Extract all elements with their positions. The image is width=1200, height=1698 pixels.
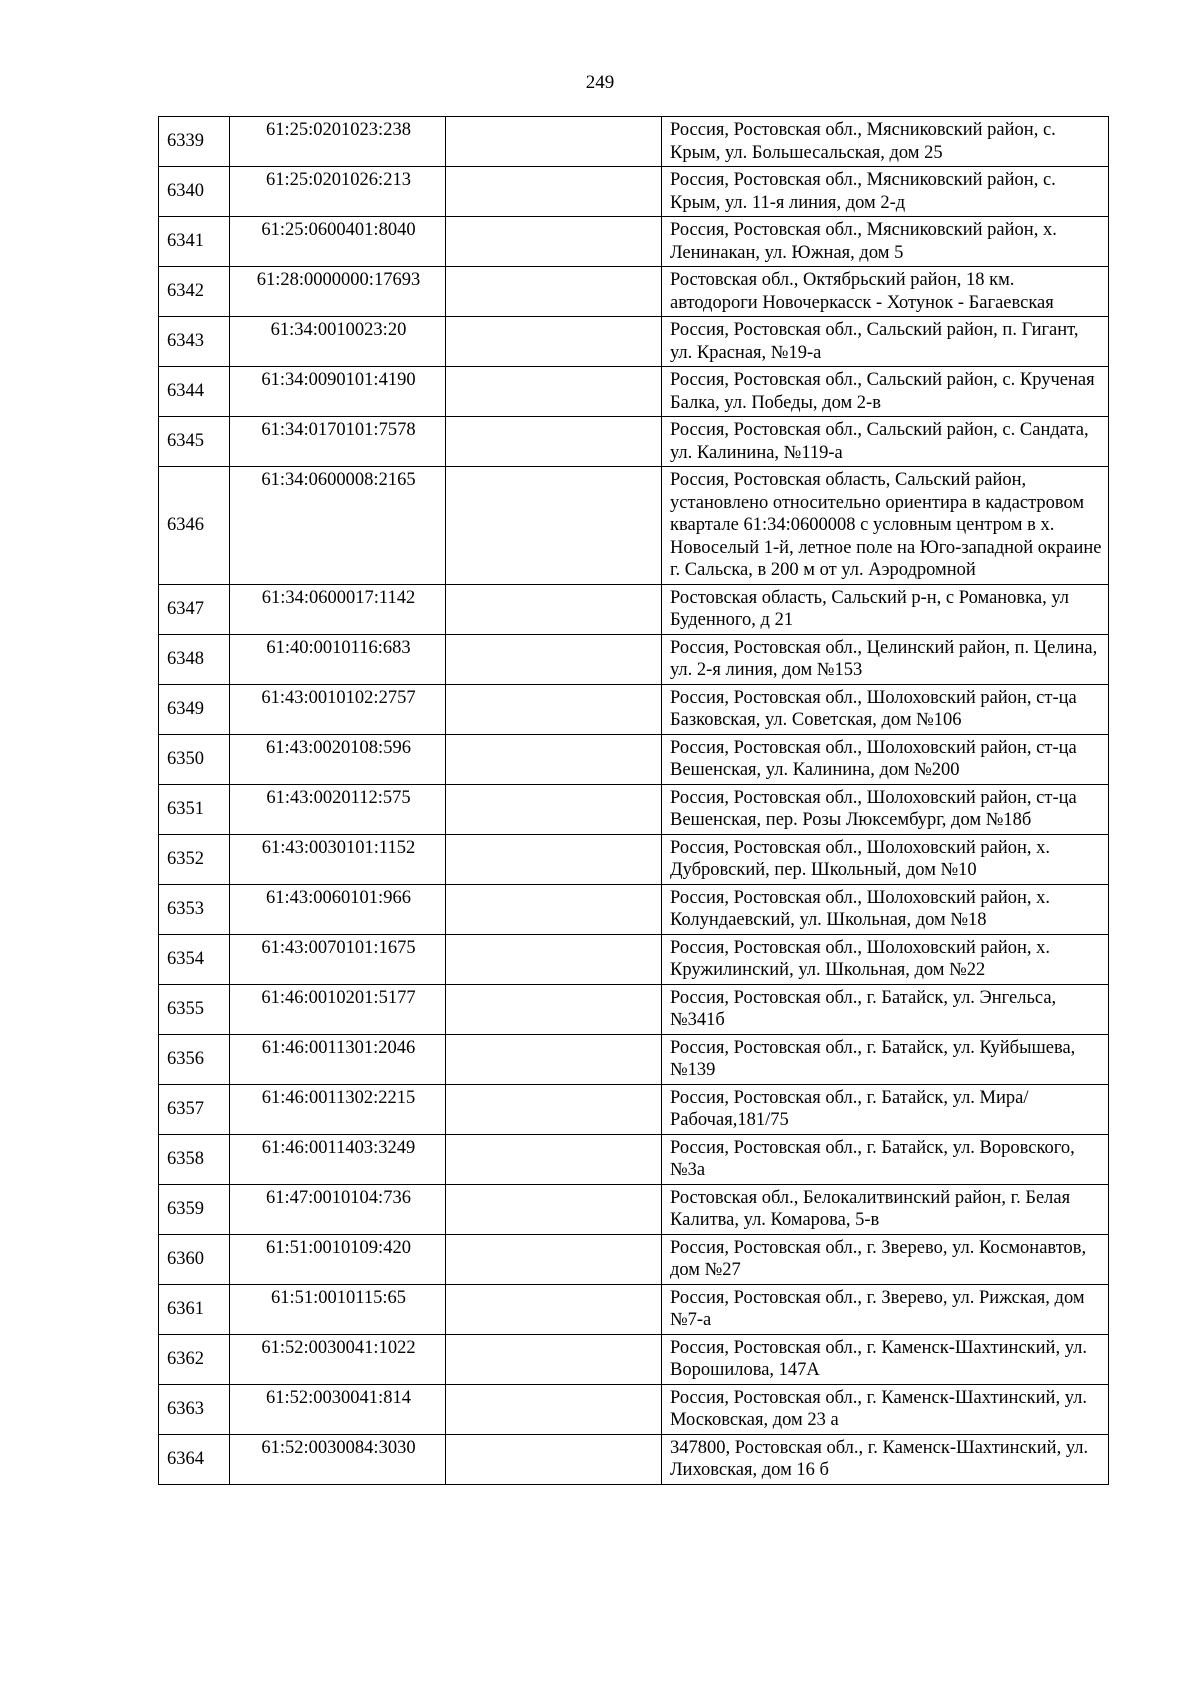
address-cell: Россия, Ростовская обл., Шолоховский район, х. Колундаевский, ул. Школьная, дом №18 [662,884,1109,934]
table-row [159,934,1109,984]
address-cell: Россия, Ростовская обл., г. Батайск, ул. Энгельса, №341б [662,984,1109,1034]
empty-cell [446,884,662,934]
table-row [159,1384,1109,1434]
table-row [159,1034,1109,1084]
cadastral-number-cell: 61:46:0011403:3249 [230,1134,446,1184]
cadastral-number-cell: 61:52:0030041:1022 [230,1334,446,1384]
row-number-cell: 6346 [159,467,230,585]
row-number-cell: 6361 [159,1284,230,1334]
address-cell: Россия, Ростовская обл., Шолоховский район, ст-ца Базковская, ул. Советская, дом №106 [662,684,1109,734]
empty-cell [446,217,662,267]
address-cell: Россия, Ростовская обл., г. Каменск-Шахтинский, ул. Ворошилова, 147А [662,1334,1109,1384]
cadastral-number-cell: 61:40:0010116:683 [230,634,446,684]
cadastral-number-cell: 61:25:0600401:8040 [230,217,446,267]
address-cell: Россия, Ростовская обл., Сальский район, с. Крученая Балка, ул. Победы, дом 2-в [662,367,1109,417]
row-number-cell: 6347 [159,584,230,634]
empty-cell [446,367,662,417]
table-row [159,784,1109,834]
row-number-cell: 6352 [159,834,230,884]
row-number-cell: 6349 [159,684,230,734]
cadastral-number-cell: 61:34:0170101:7578 [230,417,446,467]
empty-cell [446,634,662,684]
address-cell: Ростовская обл., Октябрьский район, 18 км. автодороги Новочеркасск - Хотунок - Багаевская [662,267,1109,317]
table-row [159,317,1109,367]
empty-cell [446,934,662,984]
cadastral-number-cell: 61:34:0090101:4190 [230,367,446,417]
cadastral-number-cell: 61:28:0000000:17693 [230,267,446,317]
cadastral-number-cell: 61:52:0030084:3030 [230,1434,446,1484]
address-cell: Ростовская обл., Белокалитвинский район, г. Белая Калитва, ул. Комарова, 5-в [662,1184,1109,1234]
table-row [159,1334,1109,1384]
address-cell: Россия, Ростовская обл., г. Батайск, ул. Куйбышева, №139 [662,1034,1109,1084]
registry-table-body [159,117,1109,1485]
table-row [159,884,1109,934]
address-cell: Россия, Ростовская область, Сальский район, установлено относительно ориентира в кадастровом квартале 61:34:0600008 с условным центром в х. Новоселый 1-й, летное поле на Юго-западной окраине г. Сальска, в 200 м от ул. Аэродромной [662,467,1109,585]
empty-cell [446,684,662,734]
empty-cell [446,467,662,585]
row-number-cell: 6343 [159,317,230,367]
address-cell: Россия, Ростовская обл., г. Каменск-Шахтинский, ул. Московская, дом 23 а [662,1384,1109,1434]
row-number-cell: 6363 [159,1384,230,1434]
cadastral-number-cell: 61:34:0600008:2165 [230,467,446,585]
address-cell: 347800, Ростовская обл., г. Каменск-Шахтинский, ул. Лиховская, дом 16 б [662,1434,1109,1484]
row-number-cell: 6345 [159,417,230,467]
cadastral-number-cell: 61:52:0030041:814 [230,1384,446,1434]
row-number-cell: 6355 [159,984,230,1034]
row-number-cell: 6356 [159,1034,230,1084]
empty-cell [446,317,662,367]
cadastral-number-cell: 61:25:0201023:238 [230,117,446,167]
empty-cell [446,1334,662,1384]
cadastral-number-cell: 61:47:0010104:736 [230,1184,446,1234]
empty-cell [446,734,662,784]
table-row [159,684,1109,734]
row-number-cell: 6362 [159,1334,230,1384]
cadastral-number-cell: 61:51:0010115:65 [230,1284,446,1334]
empty-cell [446,267,662,317]
cadastral-number-cell: 61:43:0020112:575 [230,784,446,834]
row-number-cell: 6340 [159,167,230,217]
row-number-cell: 6359 [159,1184,230,1234]
table-row [159,167,1109,217]
empty-cell [446,584,662,634]
row-number-cell: 6357 [159,1084,230,1134]
empty-cell [446,417,662,467]
table-row [159,1134,1109,1184]
empty-cell [446,1034,662,1084]
cadastral-number-cell: 61:46:0011302:2215 [230,1084,446,1134]
row-number-cell: 6358 [159,1134,230,1184]
empty-cell [446,1384,662,1434]
table-row [159,834,1109,884]
empty-cell [446,1434,662,1484]
table-row [159,117,1109,167]
empty-cell [446,1084,662,1134]
row-number-cell: 6348 [159,634,230,684]
row-number-cell: 6341 [159,217,230,267]
address-cell: Россия, Ростовская обл., Мясниковский район, с. Крым, ул. Большесальская, дом 25 [662,117,1109,167]
table-row [159,367,1109,417]
cadastral-number-cell: 61:43:0010102:2757 [230,684,446,734]
property-registry-table [158,116,1109,1485]
cadastral-number-cell: 61:25:0201026:213 [230,167,446,217]
cadastral-number-cell: 61:43:0030101:1152 [230,834,446,884]
address-cell: Россия, Ростовская обл., Шолоховский район, х. Кружилинский, ул. Школьная, дом №22 [662,934,1109,984]
empty-cell [446,984,662,1034]
address-cell: Россия, Ростовская обл., г. Зверево, ул. Космонавтов, дом №27 [662,1234,1109,1284]
row-number-cell: 6351 [159,784,230,834]
page-number: 249 [585,72,615,93]
empty-cell [446,784,662,834]
cadastral-number-cell: 61:43:0060101:966 [230,884,446,934]
address-cell: Россия, Ростовская обл., г. Батайск, ул. Воровского, №3а [662,1134,1109,1184]
table-row [159,217,1109,267]
cadastral-number-cell: 61:43:0070101:1675 [230,934,446,984]
row-number-cell: 6342 [159,267,230,317]
cadastral-number-cell: 61:43:0020108:596 [230,734,446,784]
address-cell: Россия, Ростовская обл., Сальский район, п. Гигант, ул. Красная, №19-а [662,317,1109,367]
table-row [159,1284,1109,1334]
table-row [159,634,1109,684]
address-cell: Россия, Ростовская обл., Мясниковский район, с. Крым, ул. 11-я линия, дом 2-д [662,167,1109,217]
row-number-cell: 6353 [159,884,230,934]
empty-cell [446,1284,662,1334]
table-row [159,267,1109,317]
table-row [159,1184,1109,1234]
address-cell: Россия, Ростовская обл., г. Батайск, ул. Мира/Рабочая,181/75 [662,1084,1109,1134]
table-row [159,467,1109,585]
table-row [159,984,1109,1034]
cadastral-number-cell: 61:34:0010023:20 [230,317,446,367]
table-row [159,1434,1109,1484]
address-cell: Россия, Ростовская обл., г. Зверево, ул. Рижская, дом №7-а [662,1284,1109,1334]
empty-cell [446,1184,662,1234]
table-row [159,1234,1109,1284]
address-cell: Россия, Ростовская обл., Сальский район, с. Сандата, ул. Калинина, №119-а [662,417,1109,467]
cadastral-number-cell: 61:46:0010201:5177 [230,984,446,1034]
address-cell: Россия, Ростовская обл., Шолоховский район, х. Дубровский, пер. Школьный, дом №10 [662,834,1109,884]
cadastral-number-cell: 61:51:0010109:420 [230,1234,446,1284]
table-row [159,1084,1109,1134]
row-number-cell: 6364 [159,1434,230,1484]
empty-cell [446,167,662,217]
table-row [159,417,1109,467]
row-number-cell: 6344 [159,367,230,417]
cadastral-number-cell: 61:34:0600017:1142 [230,584,446,634]
empty-cell [446,117,662,167]
address-cell: Ростовская область, Сальский р-н, с Романовка, ул Буденного, д 21 [662,584,1109,634]
row-number-cell: 6354 [159,934,230,984]
row-number-cell: 6360 [159,1234,230,1284]
address-cell: Россия, Ростовская обл., Целинский район, п. Целина, ул. 2-я линия, дом №153 [662,634,1109,684]
table-row [159,584,1109,634]
address-cell: Россия, Ростовская обл., Шолоховский район, ст-ца Вешенская, пер. Розы Люксембург, дом №18б [662,784,1109,834]
address-cell: Россия, Ростовская обл., Шолоховский район, ст-ца Вешенская, ул. Калинина, дом №200 [662,734,1109,784]
empty-cell [446,834,662,884]
empty-cell [446,1134,662,1184]
empty-cell [446,1234,662,1284]
table-row [159,734,1109,784]
row-number-cell: 6339 [159,117,230,167]
row-number-cell: 6350 [159,734,230,784]
cadastral-number-cell: 61:46:0011301:2046 [230,1034,446,1084]
address-cell: Россия, Ростовская обл., Мясниковский район, х. Ленинакан, ул. Южная, дом 5 [662,217,1109,267]
